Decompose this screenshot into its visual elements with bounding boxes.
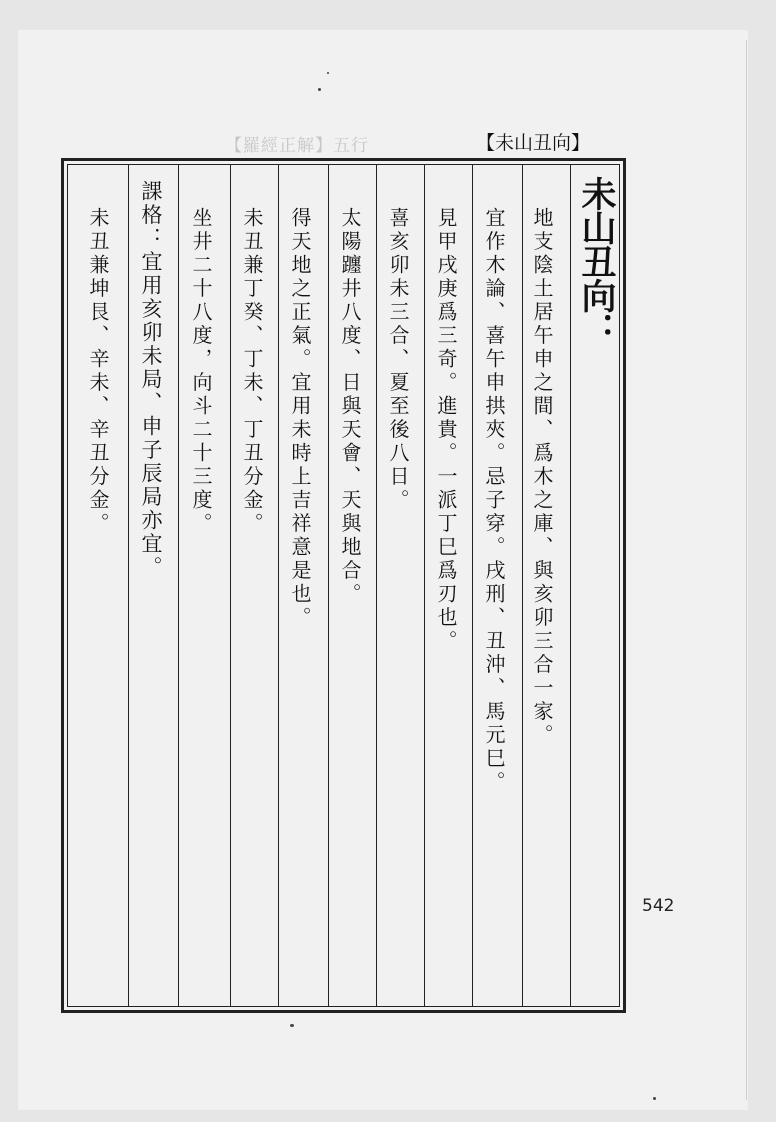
page-title: 未山丑向： xyxy=(576,176,616,346)
section-tag: 【未山丑向】 xyxy=(476,132,591,154)
scan-speck xyxy=(327,72,329,74)
text-column-8: 坐井二十八度，向斗二十三度。 xyxy=(189,207,213,536)
text-column-3: 見甲戌庚爲三奇。進貴。一派丁巳爲刃也。 xyxy=(434,207,458,654)
text-column-4: 喜亥卯未三合、夏至後八日。 xyxy=(386,207,410,513)
column-divider xyxy=(128,164,129,1007)
text-column-2: 宜作木論、喜午申拱夾。忌子穿。戌刑、丑沖、馬元巳。 xyxy=(482,207,506,795)
text-column-10: 未丑兼坤艮、辛未、辛丑分金。 xyxy=(86,207,110,536)
text-column-6: 得天地之正氣。宜用未時上吉祥意是也。 xyxy=(288,207,312,630)
text-column-1: 地支陰土居午申之間、爲木之庫、與亥卯三合一家。 xyxy=(530,207,554,748)
faded-running-header: 【羅經正解】五行 xyxy=(225,136,369,156)
column-divider xyxy=(376,164,377,1007)
text-column-7: 未丑兼丁癸、丁未、丁丑分金。 xyxy=(240,207,264,536)
page-edge-line xyxy=(746,40,747,1100)
scan-speck xyxy=(318,88,321,91)
column-divider xyxy=(472,164,473,1007)
page-number: 542 xyxy=(642,896,675,916)
column-divider xyxy=(328,164,329,1007)
column-divider xyxy=(278,164,279,1007)
scan-speck xyxy=(290,1024,294,1027)
column-divider xyxy=(230,164,231,1007)
column-divider xyxy=(178,164,179,1007)
text-column-9-keli: 課格：宜用亥卯未局、申子辰局亦宜。 xyxy=(139,180,163,580)
scan-speck xyxy=(653,1097,656,1100)
column-divider xyxy=(522,164,523,1007)
column-divider xyxy=(424,164,425,1007)
text-column-5: 太陽躔井八度、日與天會、天與地合。 xyxy=(338,207,362,607)
column-divider xyxy=(570,164,571,1007)
